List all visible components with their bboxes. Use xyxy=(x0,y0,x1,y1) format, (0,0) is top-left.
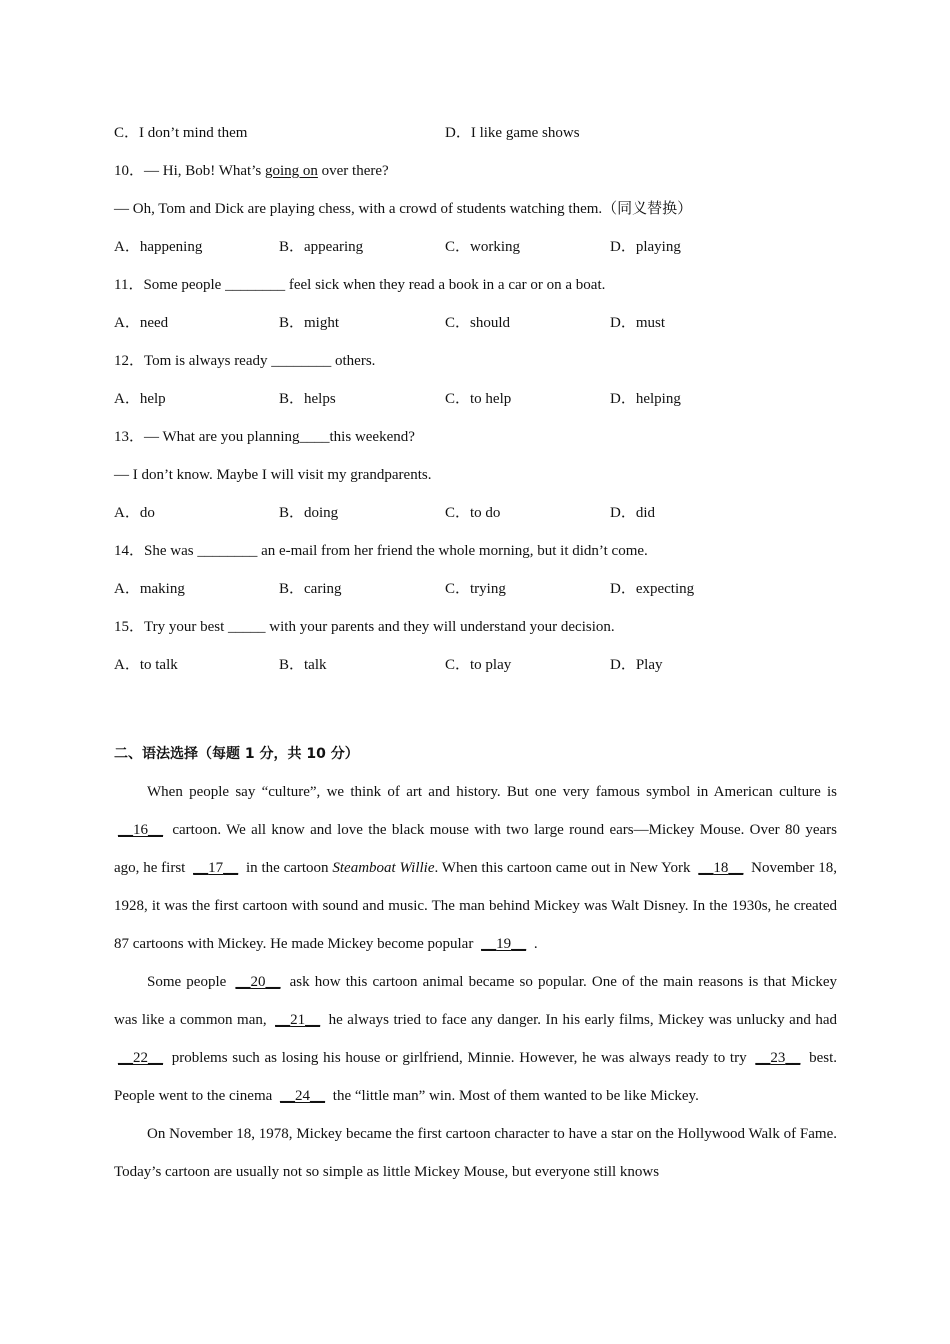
q14-option-b: B．caring xyxy=(279,581,342,597)
q9-option-d: D．I like game shows xyxy=(445,125,580,141)
q13-stem: 13．— What are you planning____this weekend? xyxy=(114,429,415,445)
q9-option-c: C．I don’t mind them xyxy=(114,125,248,141)
blank-20: __20__ xyxy=(235,974,281,990)
q15-option-c: C．to play xyxy=(445,657,512,673)
q10-stem: 10．— Hi, Bob! What’s going on over there? xyxy=(114,163,389,179)
blank-23: __23__ xyxy=(755,1050,801,1066)
blank-16: __16__ xyxy=(118,822,163,838)
q15-stem: 15．Try your best _____ with your parents and they will understand your decision. xyxy=(114,619,615,635)
q13-option-b: B．doing xyxy=(279,505,339,521)
q10-option-c: C．working xyxy=(445,239,521,255)
q12-stem: 12．Tom is always ready ________ others. xyxy=(114,353,376,369)
q14-option-a: A．making xyxy=(114,581,185,597)
blank-22: __22__ xyxy=(118,1050,163,1066)
q13-line2: — I don’t know. Maybe I will visit my grandparents. xyxy=(114,467,432,483)
q13-option-a: A．do xyxy=(114,505,155,521)
q12-option-d: D．helping xyxy=(610,391,681,407)
q10-option-d: D．playing xyxy=(610,239,681,255)
cartoon-title: Steamboat Willie xyxy=(332,860,435,876)
blank-18: __18__ xyxy=(698,860,744,876)
q14-stem: 14．She was ________ an e-mail from her friend the whole morning, but it didn’t come. xyxy=(114,543,648,559)
q11-stem: 11．Some people ________ feel sick when they read a book in a car or on a boat. xyxy=(114,277,606,293)
q15-option-a: A．to talk xyxy=(114,657,178,673)
q12-option-c: C．to help xyxy=(445,391,512,407)
q12-option-b: B．helps xyxy=(279,391,336,407)
q10-option-a: A．happening xyxy=(114,239,203,255)
q13-option-c: C．to do xyxy=(445,505,501,521)
blank-17: __17__ xyxy=(193,860,239,876)
blank-21: __21__ xyxy=(275,1012,321,1028)
q11-option-d: D．must xyxy=(610,315,666,331)
blank-19: __19__ xyxy=(481,936,527,952)
q13-option-d: D．did xyxy=(610,505,656,521)
q10-underlined-phrase: going on xyxy=(264,163,318,179)
q11-option-c: C．should xyxy=(445,315,511,331)
passage-paragraph-2: Some people __20__ ask how this cartoon animal became so popular. One of the main reasons is that Mickey was like a common man, __21__ he always tried to face any danger. In his early films, Mickey was unlucky and had __22__ problems such as losing his house or girlfriend, Minnie. However, he was always ready to try __23__ best. People went to the cinema __24__ the “little man” win. Most of them wanted to be like Mickey. xyxy=(114,974,837,1104)
section2-heading: 二、语法选择（每题 1 分，共 10 分） xyxy=(114,746,359,762)
q10-option-b: B．appearing xyxy=(279,239,364,255)
q15-option-d: D．Play xyxy=(610,657,663,673)
q11-option-a: A．need xyxy=(114,315,169,331)
q14-option-c: C．trying xyxy=(445,581,506,597)
q14-option-d: D．expecting xyxy=(610,581,695,597)
passage-paragraph-1: When people say “culture”, we think of art and history. But one very famous symbol in American culture is __16__ cartoon. We all know and love the black mouse with two large round ears—Mickey Mouse. Over 80 years ago, he first __17__ in the cartoon Steamboat Willie. When this cartoon came out in New York __18__ November 18, 1928, it was the first cartoon with sound and music. The man behind Mickey was Walt Disney. In the 1930s, he created 87 cartoons with Mickey. He made Mickey become popular __19__ . xyxy=(114,784,837,952)
q11-option-b: B．might xyxy=(279,315,340,331)
section2-passage xyxy=(114,773,837,1191)
q15-option-b: B．talk xyxy=(279,657,327,673)
q10-line2: — Oh, Tom and Dick are playing chess, with a crowd of students watching them.（同义替换） xyxy=(114,201,693,217)
blank-24: __24__ xyxy=(280,1088,326,1104)
passage-paragraph-3: On November 18, 1978, Mickey became the first cartoon character to have a star on the Hollywood Walk of Fame. Today’s cartoon are usually not so simple as little Mickey Mouse, but everyone still knows xyxy=(114,1126,837,1180)
q12-option-a: A．help xyxy=(114,391,166,407)
